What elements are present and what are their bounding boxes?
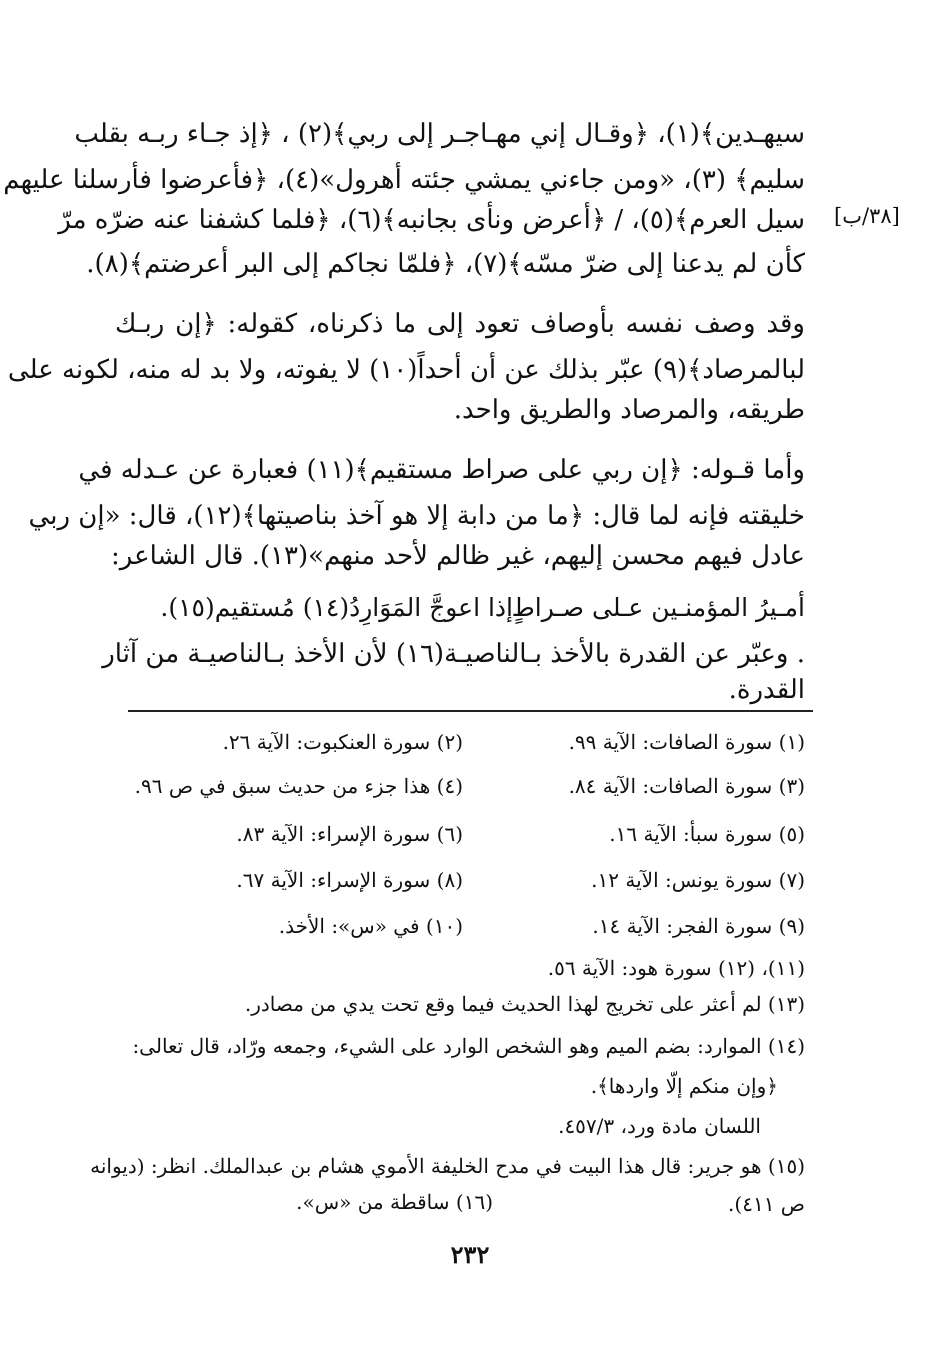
footnote: (٩) سورة الفجر: الآية ١٤. xyxy=(592,914,805,938)
body-line: . وعبّر عن القدرة بالأخذ بـالناصيـة(١٦) لأن الأخذ بـالناصيـة من آثار xyxy=(102,639,805,669)
footnote-source: اللسان مادة ورد، ٤٥٧/٣. xyxy=(558,1114,761,1138)
body-line: خليقته فإنه لما قال: ﴿ما من دابة إلا هو آخذ بناصيتها﴾(١٢)، قال: «إن ربي xyxy=(28,501,805,531)
body-line: وقد وصف نفسه بأوصاف تعود إلى ما ذكرناه، كقوله: ﴿إن ربـك xyxy=(115,309,805,339)
footnote-continuation: ﴿وإن منكم إلّا واردها﴾. xyxy=(590,1074,778,1098)
footnote: (٥) سورة سبأ: الآية ١٦. xyxy=(609,822,805,846)
footnote: (٧) سورة يونس: الآية ١٢. xyxy=(591,868,805,892)
body-line: سليم﴾ (٣)، «ومن جاءني يمشي جئته أهرول»(٤)، ﴿فأعرضوا فأرسلنا عليهم xyxy=(3,165,805,195)
footnote: (١٤) الموارد: بضم الميم وهو الشخص الوارد على الشيء، وجمعه ورّاد، قال تعالى: xyxy=(132,1034,805,1058)
footnote: (٣) سورة الصافات: الآية ٨٤. xyxy=(568,774,805,798)
footnote: (٦) سورة الإسراء: الآية ٨٣. xyxy=(236,822,463,846)
footnote: (١) سورة الصافات: الآية ٩٩. xyxy=(568,730,805,754)
margin-folio-reference: [٣٨/ب] xyxy=(834,204,900,228)
body-line: لبالمرصاد﴾(٩) عبّر بذلك عن أن أحداً(١٠) لا يفوته، ولا بد له منه، لكونه على xyxy=(7,355,805,385)
footnote: (١١)، (١٢) سورة هود: الآية ٥٦. xyxy=(547,956,805,980)
body-line: سيهـدين﴾(١)، ﴿وقـال إني مهـاجـر إلى ربي﴾(٢) ، ﴿إذ جـاء ربـه بقلب xyxy=(74,119,805,149)
body-line: وأما قـوله: ﴿إن ربي على صراط مستقيم﴾(١١) فعبارة عن عـدله في xyxy=(78,455,805,485)
footnote: (١٥) هو جرير: قال هذا البيت في مدح الخليفة الأموي هشام بن عبدالملك. انظر: (ديوانه xyxy=(90,1154,805,1178)
body-line: سيل العرم﴾(٥)، / ﴿أعرض ونأى بجانبه﴾(٦)، ﴿فلما كشفنا عنه ضرّه مرّ xyxy=(58,205,805,235)
body-line: كأن لم يدعنا إلى ضرّ مسّه﴾(٧)، ﴿فلمّا نجاكم إلى البر أعرضتم﴾(٨). xyxy=(86,249,805,279)
footnote: (١٣) لم أعثر على تخريج لهذا الحديث فيما وقع تحت يدي من مصادر. xyxy=(244,992,805,1016)
footnote-separator xyxy=(128,710,813,712)
verse-second-hemistich: إذا اعوجَّ المَوَارِدُ(١٤) مُستقيم(١٥). xyxy=(160,593,513,622)
footnote-continuation: ص ٤١١). xyxy=(728,1192,805,1216)
body-line: القدرة. xyxy=(728,675,805,705)
footnote: (٢) سورة العنكبوت: الآية ٢٦. xyxy=(222,730,463,754)
footnote: (١٦) ساقطة من «س». xyxy=(296,1190,493,1214)
page-number: ٢٣٢ xyxy=(450,1240,490,1269)
footnote: (٤) هذا جزء من حديث سبق في ص ٩٦. xyxy=(134,774,463,798)
footnote: (١٠) في «س»: الأخذ. xyxy=(278,914,463,938)
footnote: (٨) سورة الإسراء: الآية ٦٧. xyxy=(236,868,463,892)
body-line: طريقه، والمرصاد والطريق واحد. xyxy=(453,395,805,425)
body-line: عادل فيهم محسن إليهم، غير ظالم لأحد منهم»(١٣). قال الشاعر: xyxy=(111,541,805,571)
verse-first-hemistich: أمـيرُ المؤمنـين عـلى صـراطٍ xyxy=(511,593,805,622)
